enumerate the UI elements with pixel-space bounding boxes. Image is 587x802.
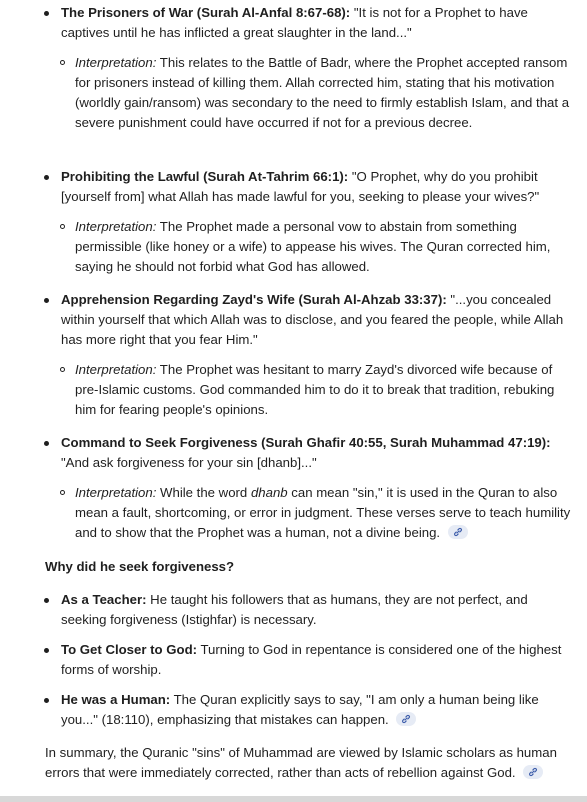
interpretation-item xyxy=(0,483,587,543)
source-link-button[interactable] xyxy=(396,712,416,726)
summary-paragraph xyxy=(45,743,575,783)
interpretation-pre: While the word xyxy=(156,485,251,500)
source-link-button[interactable] xyxy=(448,525,468,539)
reason-title: As a Teacher: xyxy=(61,592,147,607)
list-item xyxy=(0,590,587,630)
interpretation-item xyxy=(0,360,587,420)
section-heading: Why did he seek forgiveness? xyxy=(45,559,235,574)
source-link-button[interactable] xyxy=(523,765,543,779)
reason-title: He was a Human: xyxy=(61,692,171,707)
interpretation-label: Interpretation: xyxy=(75,55,157,70)
item-quote: "...you concealed within yourself that which Allah was to disclose, and you feared the people, while Allah has more right that you fear Him." xyxy=(61,292,564,347)
interpretation-term: dhanb xyxy=(250,485,288,500)
item-title: Prohibiting the Lawful (Surah At-Tahrim 66:1): xyxy=(61,169,349,184)
interpretation-label: Interpretation: xyxy=(75,485,157,500)
reason-title: To Get Closer to God: xyxy=(61,642,198,657)
item-quote: "It is not for a Prophet to have captives until he has inflicted a great slaughter in the land..." xyxy=(61,5,528,40)
list-item xyxy=(0,3,587,43)
interpretation-label: Interpretation: xyxy=(75,219,157,234)
summary-text: In summary, the Quranic "sins" of Muhammad are viewed by Islamic scholars as human errors that were immediately corrected, rather than acts of rebellion against God. xyxy=(45,745,557,780)
link-icon xyxy=(528,767,538,777)
interpretation-text: can mean "sin," it is used in the Quran to also mean a fault, shortcoming, or error in judgment. These verses serve to teach humility and to show that the Prophet was a human, not a divine being. xyxy=(75,485,571,540)
link-icon xyxy=(401,714,411,724)
item-quote: "And ask forgiveness for your sin [dhanb]..." xyxy=(61,455,317,470)
list-item xyxy=(0,290,587,350)
interpretation-item xyxy=(0,217,587,277)
item-title: The Prisoners of War (Surah Al-Anfal 8:67-68): xyxy=(61,5,351,20)
list-item xyxy=(0,433,587,473)
item-quote: "O Prophet, why do you prohibit [yourself from] what Allah has made lawful for you, seeking to please your wives?" xyxy=(61,169,540,204)
list-item xyxy=(0,167,587,207)
reason-text: Turning to God in repentance is considered one of the highest forms of worship. xyxy=(61,642,562,677)
interpretation-text: The Prophet made a personal vow to abstain from something permissible (like honey or a wife) to appease his wives. The Quran corrected him, saying he should not forbid what God has allowed. xyxy=(75,219,551,274)
reason-text: He taught his followers that as humans, they are not perfect, and seeking forgiveness (Istighfar) is necessary. xyxy=(61,592,528,627)
interpretation-label: Interpretation: xyxy=(75,362,157,377)
interpretation-item xyxy=(0,53,587,133)
item-title: Apprehension Regarding Zayd's Wife (Surah Al-Ahzab 33:37): xyxy=(61,292,447,307)
item-title: Command to Seek Forgiveness (Surah Ghafir 40:55, Surah Muhammad 47:19): xyxy=(61,435,551,450)
interpretation-text: This relates to the Battle of Badr, where the Prophet accepted ransom for prisoners instead of killing them. Allah corrected him, stating that his motivation (worldly gain/ransom) was secondary to the need to firmly establish Islam, and that a severe punishment could have occurred if not for a previous decree. xyxy=(75,55,570,130)
horizontal-scrollbar[interactable] xyxy=(0,796,587,802)
list-item xyxy=(0,690,587,730)
list-item xyxy=(0,640,587,680)
interpretation-text: The Prophet was hesitant to marry Zayd's divorced wife because of pre-Islamic customs. God commanded him to do it to break that tradition, rebuking him for fearing people's opinions. xyxy=(75,362,555,417)
reason-text: The Quran explicitly says to say, "I am only a human being like you..." (18:110), emphasizing that mistakes can happen. xyxy=(61,692,539,727)
link-icon xyxy=(453,527,463,537)
